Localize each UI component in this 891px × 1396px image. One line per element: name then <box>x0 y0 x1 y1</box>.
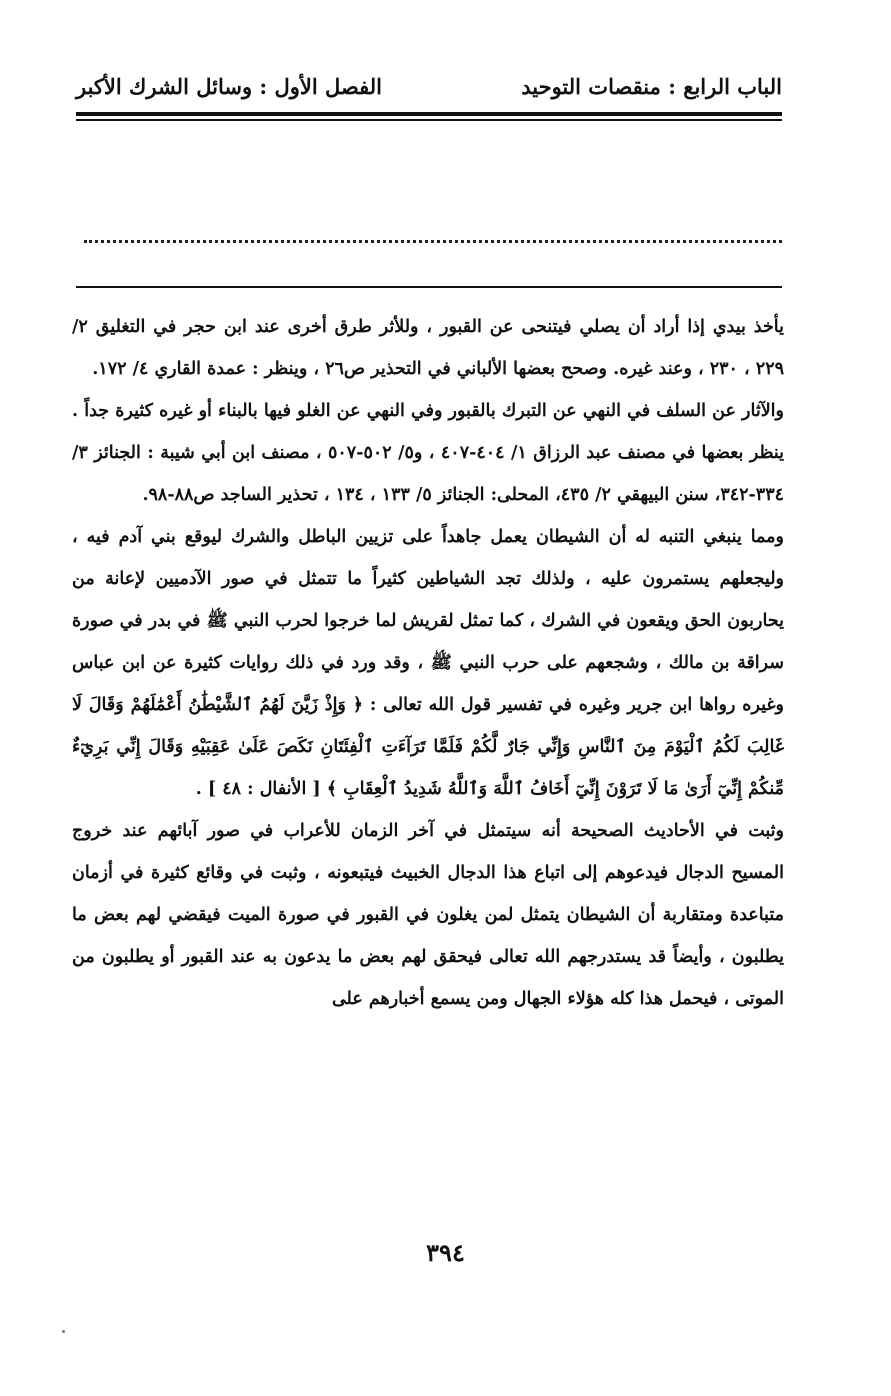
running-header <box>76 66 782 106</box>
scan-speck <box>62 1330 65 1333</box>
paragraph-1: يأخذ بيدي إذا أراد أن يصلي فيتنحى عن القبور ، وللأثر طرق أخرى عند ابن حجر في التغليق ٢/ ٢٢٩ ، ٢٣٠ ، وعند غيره. وصحح بعضها الألباني في التحذير ص٢٦ ، وينظر : عمدة القاري ٤/ ١٧٢. <box>72 317 784 379</box>
header-rule-thin <box>76 119 782 121</box>
footnote-text <box>72 306 784 1020</box>
header-chapter-title: الباب الرابع : منقصات التوحيد <box>521 73 782 99</box>
header-rule-thick <box>76 112 782 116</box>
header-section-title: الفصل الأول : وسائل الشرك الأكبر <box>76 73 382 99</box>
dotted-separator <box>84 228 782 243</box>
paragraph-3: ومما ينبغي التنبه له أن الشيطان يعمل جاهداً على تزيين الباطل والشرك ليوقع بني آدم فيه ، وليجعلهم يستمرون عليه ، ولذلك تجد الشياطين كثيراً ما تتمثل في صور الآدميين لإعانة من يحاربون الحق ويقعون في الشرك ، كما تمثل لقريش لما خرجوا لحرب النبي ﷺ في بدر في صورة سراقة بن مالك ، وشجعهم على حرب النبي ﷺ ، وقد ورد في ذلك روايات كثيرة عن ابن عباس وغيره رواها ابن جرير وغيره في تفسير قول الله تعالى : ﴿ وَإِذْ زَيَّنَ لَهُمُ ٱلشَّيْطَٰنُ أَعْمَٰلَهُمْ وَقَالَ لَا غَالِبَ لَكُمُ ٱلْيَوْمَ مِنَ ٱلنَّاسِ وَإِنِّي جَارٌ لَّكُمْ فَلَمَّا تَرَآءَتِ ٱلْفِئَتَانِ نَكَصَ عَلَىٰ عَقِبَيْهِ وَقَالَ إِنِّي بَرِيٓءٌ مِّنكُمْ إِنِّيٓ أَرَىٰ مَا لَا تَرَوْنَ إِنِّيٓ أَخَافُ ٱللَّهَ وَٱللَّهُ شَدِيدُ ٱلْعِقَابِ ﴾ [ الأنفال : ٤٨ ] . <box>72 527 784 799</box>
paragraph-4: وثبت في الأحاديث الصحيحة أنه سيتمثل في آخر الزمان للأعراب في صور آبائهم عند خروج المسيح الدجال فيدعوهم إلى اتباع هذا الدجال الخبيث فيتبعونه ، وثبت في وقائع كثيرة في أزمان متباعدة ومتقاربة أن الشيطان يتمثل لمن يغلون في القبور في صورة الميت فيقضي لهم بعض ما يطلبون ، وأيضاً قد يستدرجهم الله تعالى فيحقق لهم بعض ما يدعون به عند القبور أو يطلبون من الموتى ، فيحمل هذا كله هؤلاء الجهال ومن يسمع أخبارهم على <box>72 821 785 1009</box>
footnote-rule <box>76 286 782 288</box>
paragraph-2: والآثار عن السلف في النهي عن التبرك بالقبور وفي النهي عن الغلو فيها بالبناء أو غيره كثيرة جداً . ينظر بعضها في مصنف عبد الرزاق ١/ ٤٠٤-٤٠٧ ، و٥/ ٥٠٢-٥٠٧ ، مصنف ابن أبي شيبة : الجنائز ٣/ ٣٣٤-٣٤٢، سنن البيهقي ٢/ ٤٣٥، المحلى: الجنائز ٥/ ١٣٣ ، ١٣٤ ، تحذير الساجد ص٨٨-٩٨. <box>72 401 785 505</box>
page-number: ٣٩٤ <box>426 1238 465 1267</box>
